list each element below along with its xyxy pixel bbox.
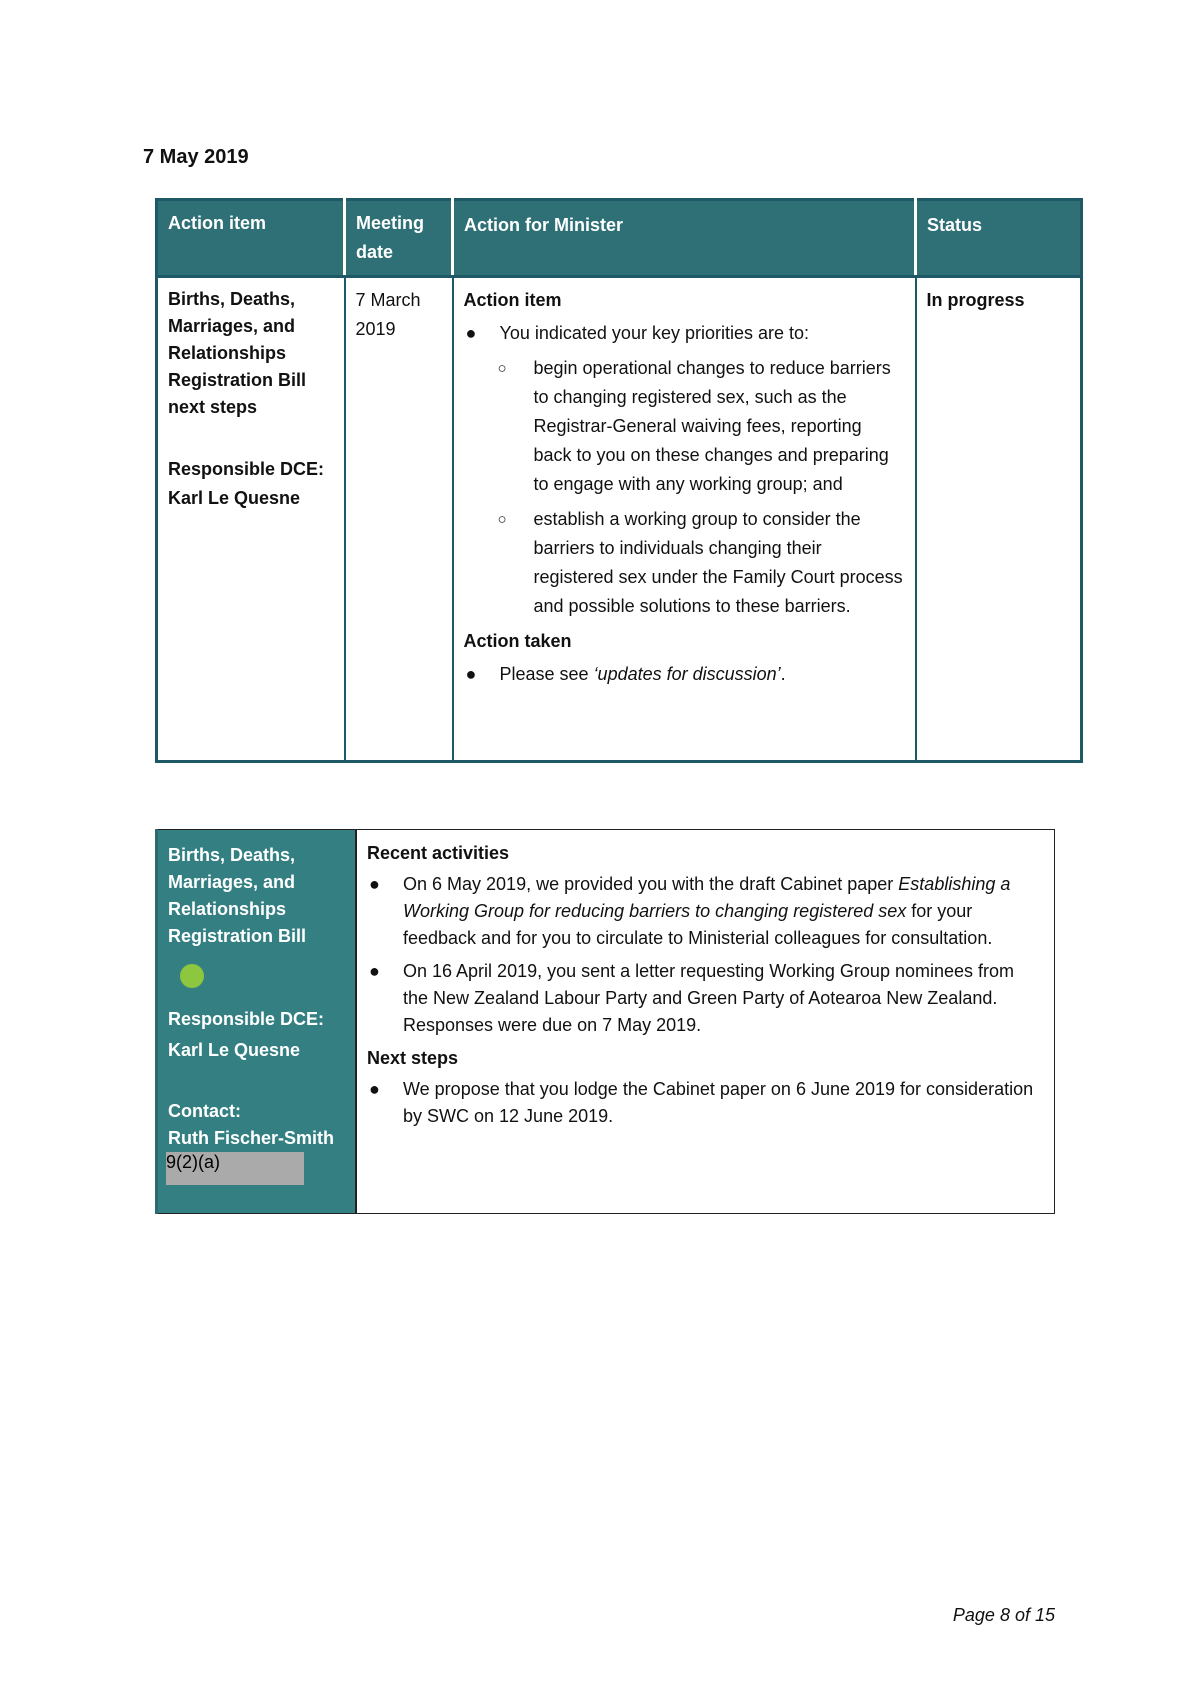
dce-label: Responsible DCE: <box>168 1009 325 1029</box>
bullet-icon: ● <box>369 874 380 894</box>
table-header-row <box>157 200 1082 277</box>
next-steps-heading: Next steps <box>367 1048 459 1068</box>
list-item <box>497 354 905 499</box>
contact-label: Contact: <box>168 1101 241 1121</box>
dce-name: Karl Le Quesne <box>168 1040 301 1060</box>
action-item-title: Births, Deaths, Marriages, and Relationships Registration Bill next steps <box>168 289 307 417</box>
list-item <box>369 958 1044 1039</box>
updates-reference: ‘updates for discussion’ <box>593 664 781 684</box>
bullet-icon: ● <box>465 664 477 684</box>
list-item-text: Please see <box>499 664 594 684</box>
list-item <box>497 505 905 621</box>
action-for-minister-cell <box>453 277 916 762</box>
paper-title: Establishing a Working Group for reducing barriers to changing registered sex <box>403 874 1011 921</box>
list-item-text: establish a working group to consider the barriers to individuals changing their registered sex under the Family Court process and possible solutions to these barriers. <box>533 509 903 616</box>
list-item <box>465 660 905 689</box>
list-item-text: On 16 April 2019, you sent a letter requesting Working Group nominees from the New Zealand Labour Party and Green Party of Aotearoa New Zealand. Responses were due on 7 May 2019. <box>403 961 1014 1035</box>
priorities-list <box>464 319 905 348</box>
header-status: Status <box>916 200 1082 277</box>
list-item-text: We propose that you lodge the Cabinet paper on 6 June 2019 for consideration by SWC on 12 June 2019. <box>403 1079 1034 1126</box>
dce-label: Responsible DCE: <box>168 459 325 479</box>
page-number: Page 8 of 15 <box>952 1605 1055 1625</box>
bill-title: Births, Deaths, Marriages, and Relationships Registration Bill <box>168 845 307 946</box>
list-item-text: On 6 May 2019, we provided you with the draft Cabinet paper <box>403 874 899 894</box>
table-row <box>157 277 1082 762</box>
circle-bullet-icon: ○ <box>497 511 507 528</box>
header-meeting-date: Meeting date <box>345 200 453 277</box>
action-item-cell <box>157 277 345 762</box>
dce-name: Karl Le Quesne <box>168 488 301 508</box>
meeting-date-cell: 7 March 2019 <box>345 277 453 762</box>
action-item-heading: Action item <box>463 290 562 310</box>
status-indicator-icon <box>180 964 204 988</box>
update-table <box>155 829 1055 1214</box>
contact-name: Ruth Fischer-Smith <box>168 1128 335 1148</box>
list-item <box>465 319 905 348</box>
recent-activities-list <box>367 871 1044 1039</box>
bullet-icon: ● <box>465 323 477 343</box>
activities-cell <box>356 830 1055 1214</box>
bullet-icon: ● <box>369 1079 380 1099</box>
action-taken-list <box>464 660 905 689</box>
list-item-text: for your feedback and for you to circulate to Ministerial colleagues for consultation. <box>403 901 993 948</box>
punctuation: . <box>780 664 786 684</box>
list-item-text: You indicated your key priorities are to: <box>499 323 810 343</box>
table-row <box>157 830 1055 1214</box>
bill-summary-cell <box>157 830 357 1214</box>
status-cell: In progress <box>916 277 1082 762</box>
priorities-sublist <box>464 354 905 621</box>
list-item-text: begin operational changes to reduce barriers to changing registered sex, such as the Registrar-General waiving fees, reporting back to you on these changes and preparing to engage with any working group; and <box>533 358 891 494</box>
list-item <box>369 871 1044 952</box>
redaction-box: 9(2)(a) <box>166 1152 304 1185</box>
bullet-icon: ● <box>369 961 380 981</box>
header-action-for-minister: Action for Minister <box>453 200 916 277</box>
header-action-item: Action item <box>157 200 345 277</box>
date-heading: 7 May 2019 <box>143 146 249 168</box>
next-steps-list <box>367 1076 1044 1130</box>
recent-activities-heading: Recent activities <box>367 843 510 863</box>
action-items-table <box>155 198 1083 763</box>
circle-bullet-icon: ○ <box>497 360 507 377</box>
list-item <box>369 1076 1044 1130</box>
action-taken-heading: Action taken <box>463 631 572 651</box>
